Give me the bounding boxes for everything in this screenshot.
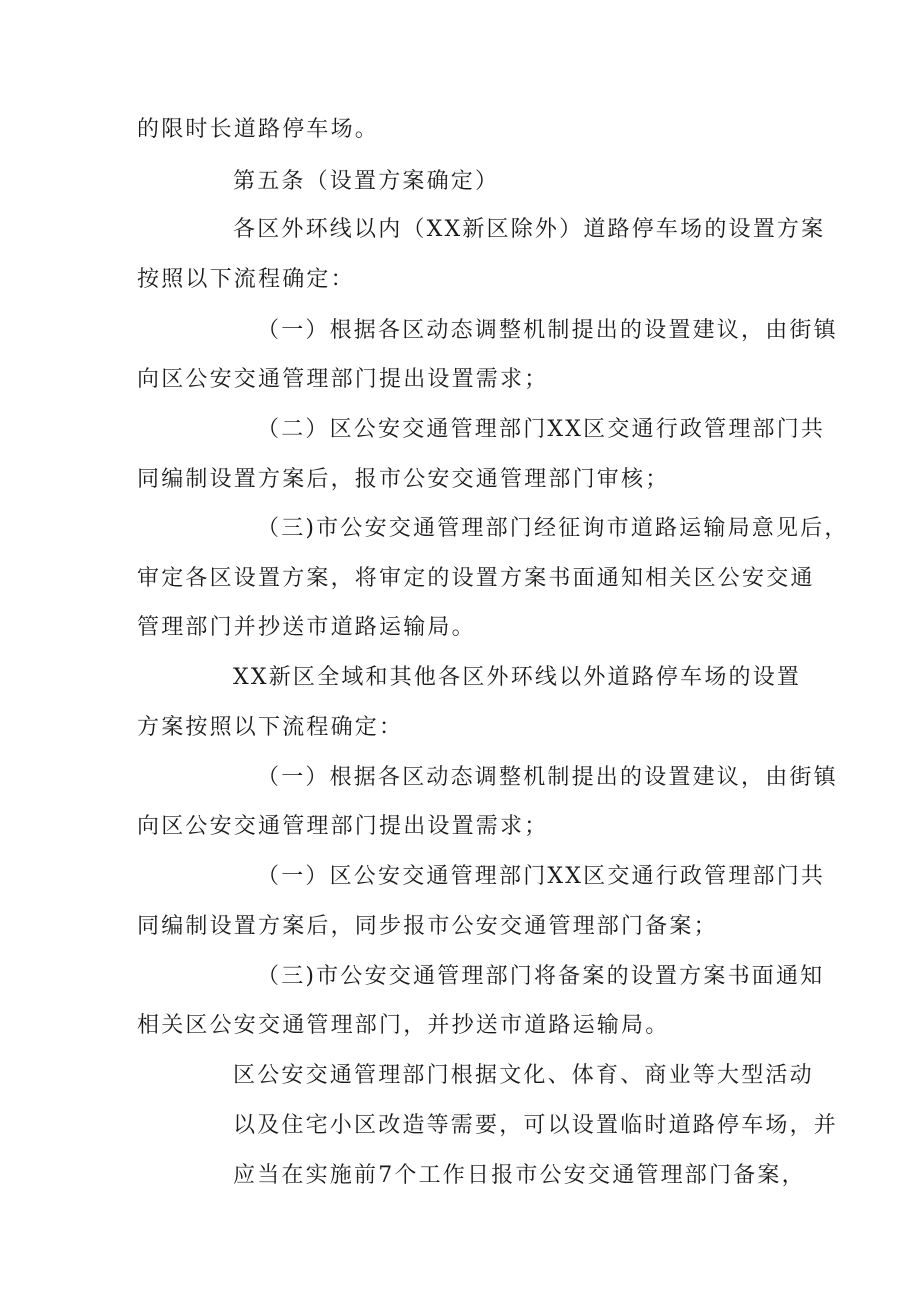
text-line: （一）区公安交通管理部门XX区交通行政管理部门共	[257, 864, 826, 889]
text-line: 同编制设置方案后，同步报市公安交通管理部门备案；	[137, 914, 718, 939]
text-line: 管理部门并抄送市道路运输局。	[137, 615, 476, 640]
text-line: 审定各区设置方案，将审定的设置方案书面通知相关区公安交通	[137, 566, 815, 591]
text-line: 应当在实施前7个工作日报市公安交通管理部门备案，	[233, 1163, 806, 1188]
text-line: 向区公安交通管理部门提出设置需求；	[137, 814, 549, 839]
text-line: 按照以下流程确定：	[137, 267, 355, 292]
text-line: （二）区公安交通管理部门XX区交通行政管理部门共	[257, 417, 826, 442]
text-line: XX新区全域和其他各区外环线以外道路停车场的设置	[233, 665, 802, 690]
article-heading: 第五条（设置方案确定）	[233, 169, 500, 194]
text-line: 方案按照以下流程确定：	[137, 715, 404, 740]
text-line: 的限时长道路停车场。	[137, 117, 380, 142]
text-line: （一）根据各区动态调整机制提出的设置建议，由街镇	[257, 318, 838, 343]
text-line: 向区公安交通管理部门提出设置需求；	[137, 367, 549, 392]
text-line: （一）根据各区动态调整机制提出的设置建议，由街镇	[257, 765, 838, 790]
text-line: 同编制设置方案后，报市公安交通管理部门审核；	[137, 467, 670, 492]
text-line: 区公安交通管理部门根据文化、体育、商业等大型活动	[233, 1063, 814, 1088]
text-line: （三)市公安交通管理部门将备案的设置方案书面通知	[257, 964, 825, 989]
text-line: 以及住宅小区改造等需要，可以设置临时道路停车场，并	[233, 1113, 839, 1138]
text-line: 各区外环线以内（XX新区除外）道路停车场的设置方案	[233, 217, 826, 242]
text-line: 相关区公安交通管理部门，并抄送市道路运输局。	[137, 1013, 670, 1038]
text-line: （三)市公安交通管理部门经征询市道路运输局意见后，	[257, 516, 849, 541]
